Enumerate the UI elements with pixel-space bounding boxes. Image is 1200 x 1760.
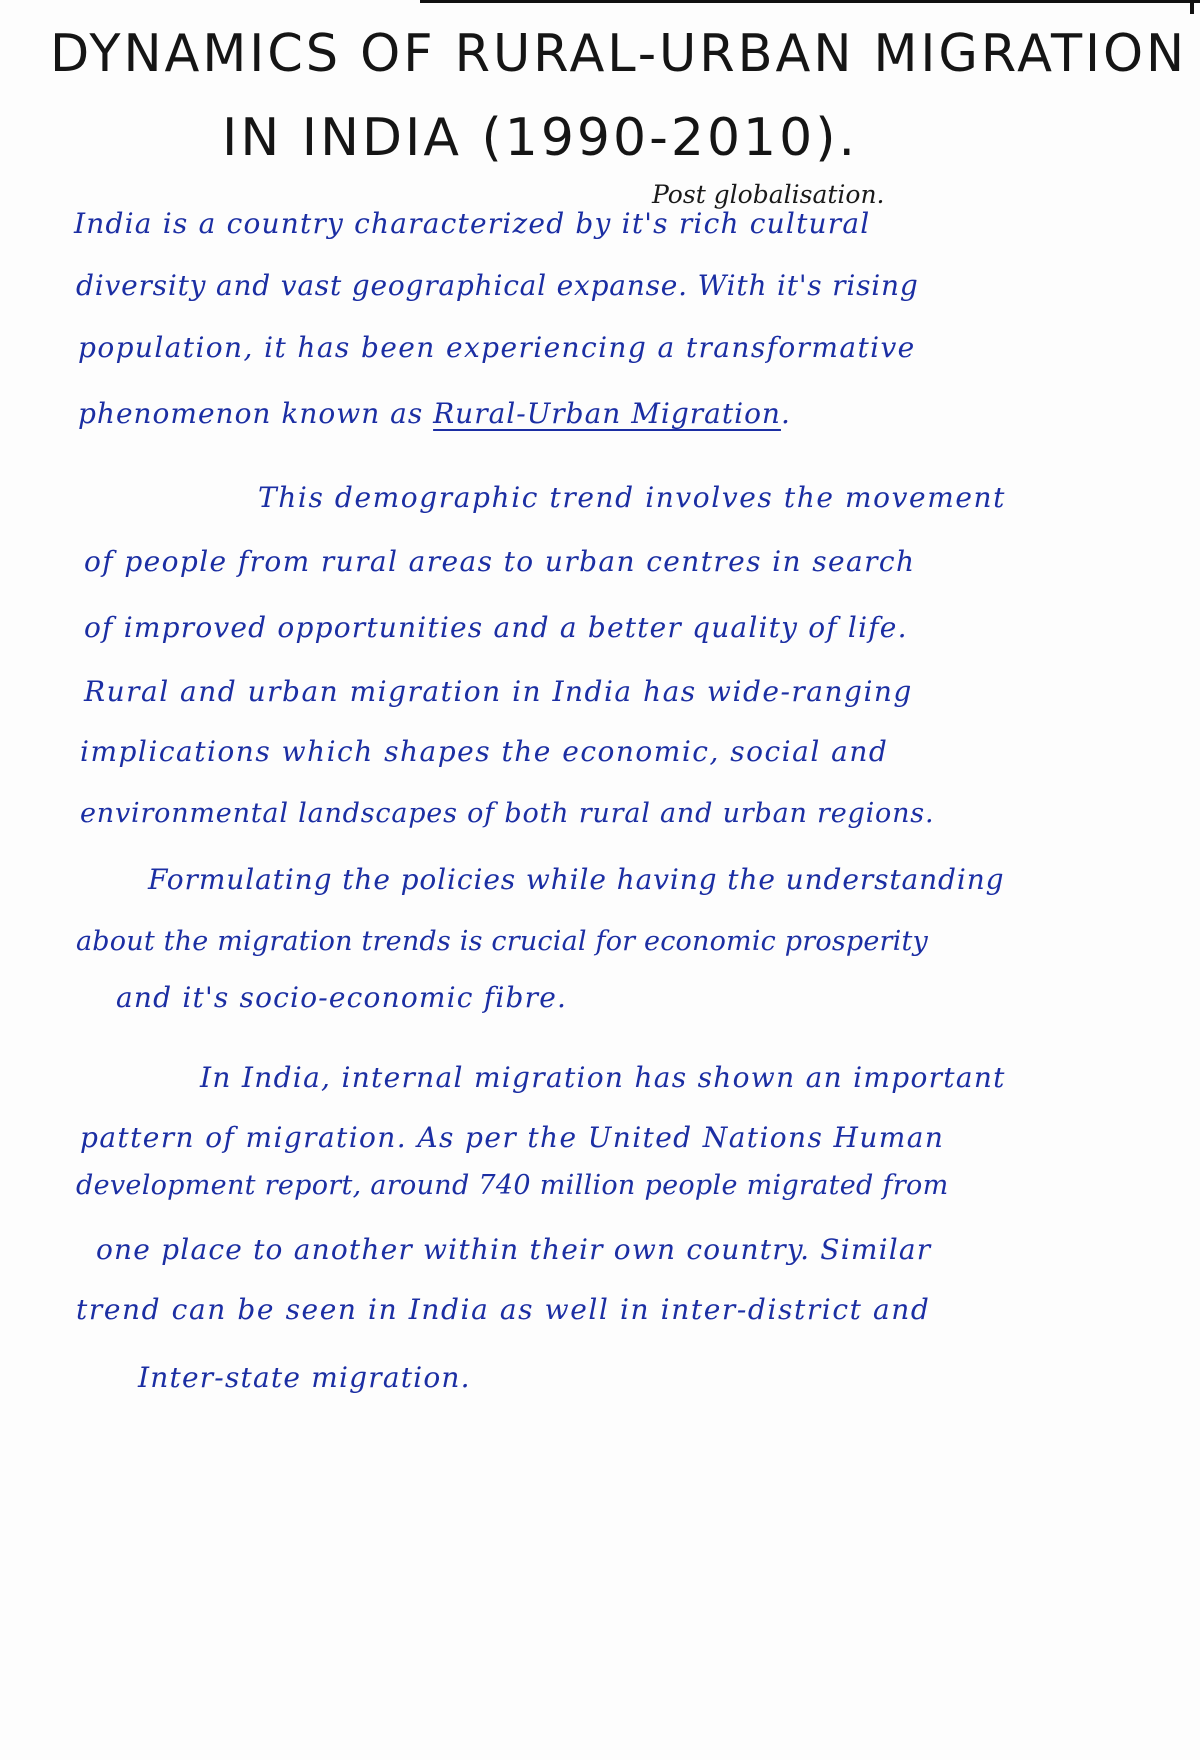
body-line-19: Inter-state migration. bbox=[138, 1361, 471, 1394]
subtitle: Post globalisation. bbox=[652, 180, 885, 209]
corner-mark bbox=[1190, 0, 1194, 14]
body-line-13: and it's socio-economic fibre. bbox=[116, 981, 568, 1014]
body-line-4-end: . bbox=[780, 397, 791, 430]
body-line-18: trend can be seen in India as well in inter-district and bbox=[76, 1293, 931, 1326]
body-line-15: pattern of migration. As per the United Nations Human bbox=[80, 1121, 945, 1154]
body-line-4 bbox=[78, 397, 791, 430]
title-line-2: IN INDIA (1990-2010). bbox=[222, 108, 859, 168]
body-line-8: Rural and urban migration in India has wide-ranging bbox=[84, 675, 913, 708]
body-line-1: India is a country characterized by it's rich cultural bbox=[74, 207, 871, 240]
body-line-10: environmental landscapes of both rural and urban regions. bbox=[80, 798, 935, 829]
body-line-9: implications which shapes the economic, social and bbox=[80, 735, 889, 768]
body-line-17: one place to another within their own country. Similar bbox=[96, 1233, 932, 1266]
body-line-16: development report, around 740 million people migrated from bbox=[76, 1170, 949, 1201]
page-top-edge bbox=[420, 0, 1200, 3]
body-line-14: In India, internal migration has shown an important bbox=[200, 1061, 1006, 1094]
body-line-11: Formulating the policies while having the understanding bbox=[148, 863, 1005, 896]
body-line-12: about the migration trends is crucial for economic prosperity bbox=[76, 926, 928, 957]
body-line-4-start: phenomenon known as bbox=[78, 397, 434, 430]
body-line-5: This demographic trend involves the movement bbox=[258, 481, 1007, 514]
body-line-7: of improved opportunities and a better quality of life. bbox=[84, 611, 908, 644]
body-line-6: of people from rural areas to urban centres in search bbox=[84, 545, 916, 578]
body-line-2: diversity and vast geographical expanse. With it's rising bbox=[76, 269, 919, 302]
key-term: Rural-Urban Migration bbox=[433, 397, 781, 430]
title-line-1: DYNAMICS OF RURAL-URBAN MIGRATION bbox=[50, 24, 1188, 84]
body-line-3: population, it has been experiencing a transformative bbox=[78, 331, 916, 364]
